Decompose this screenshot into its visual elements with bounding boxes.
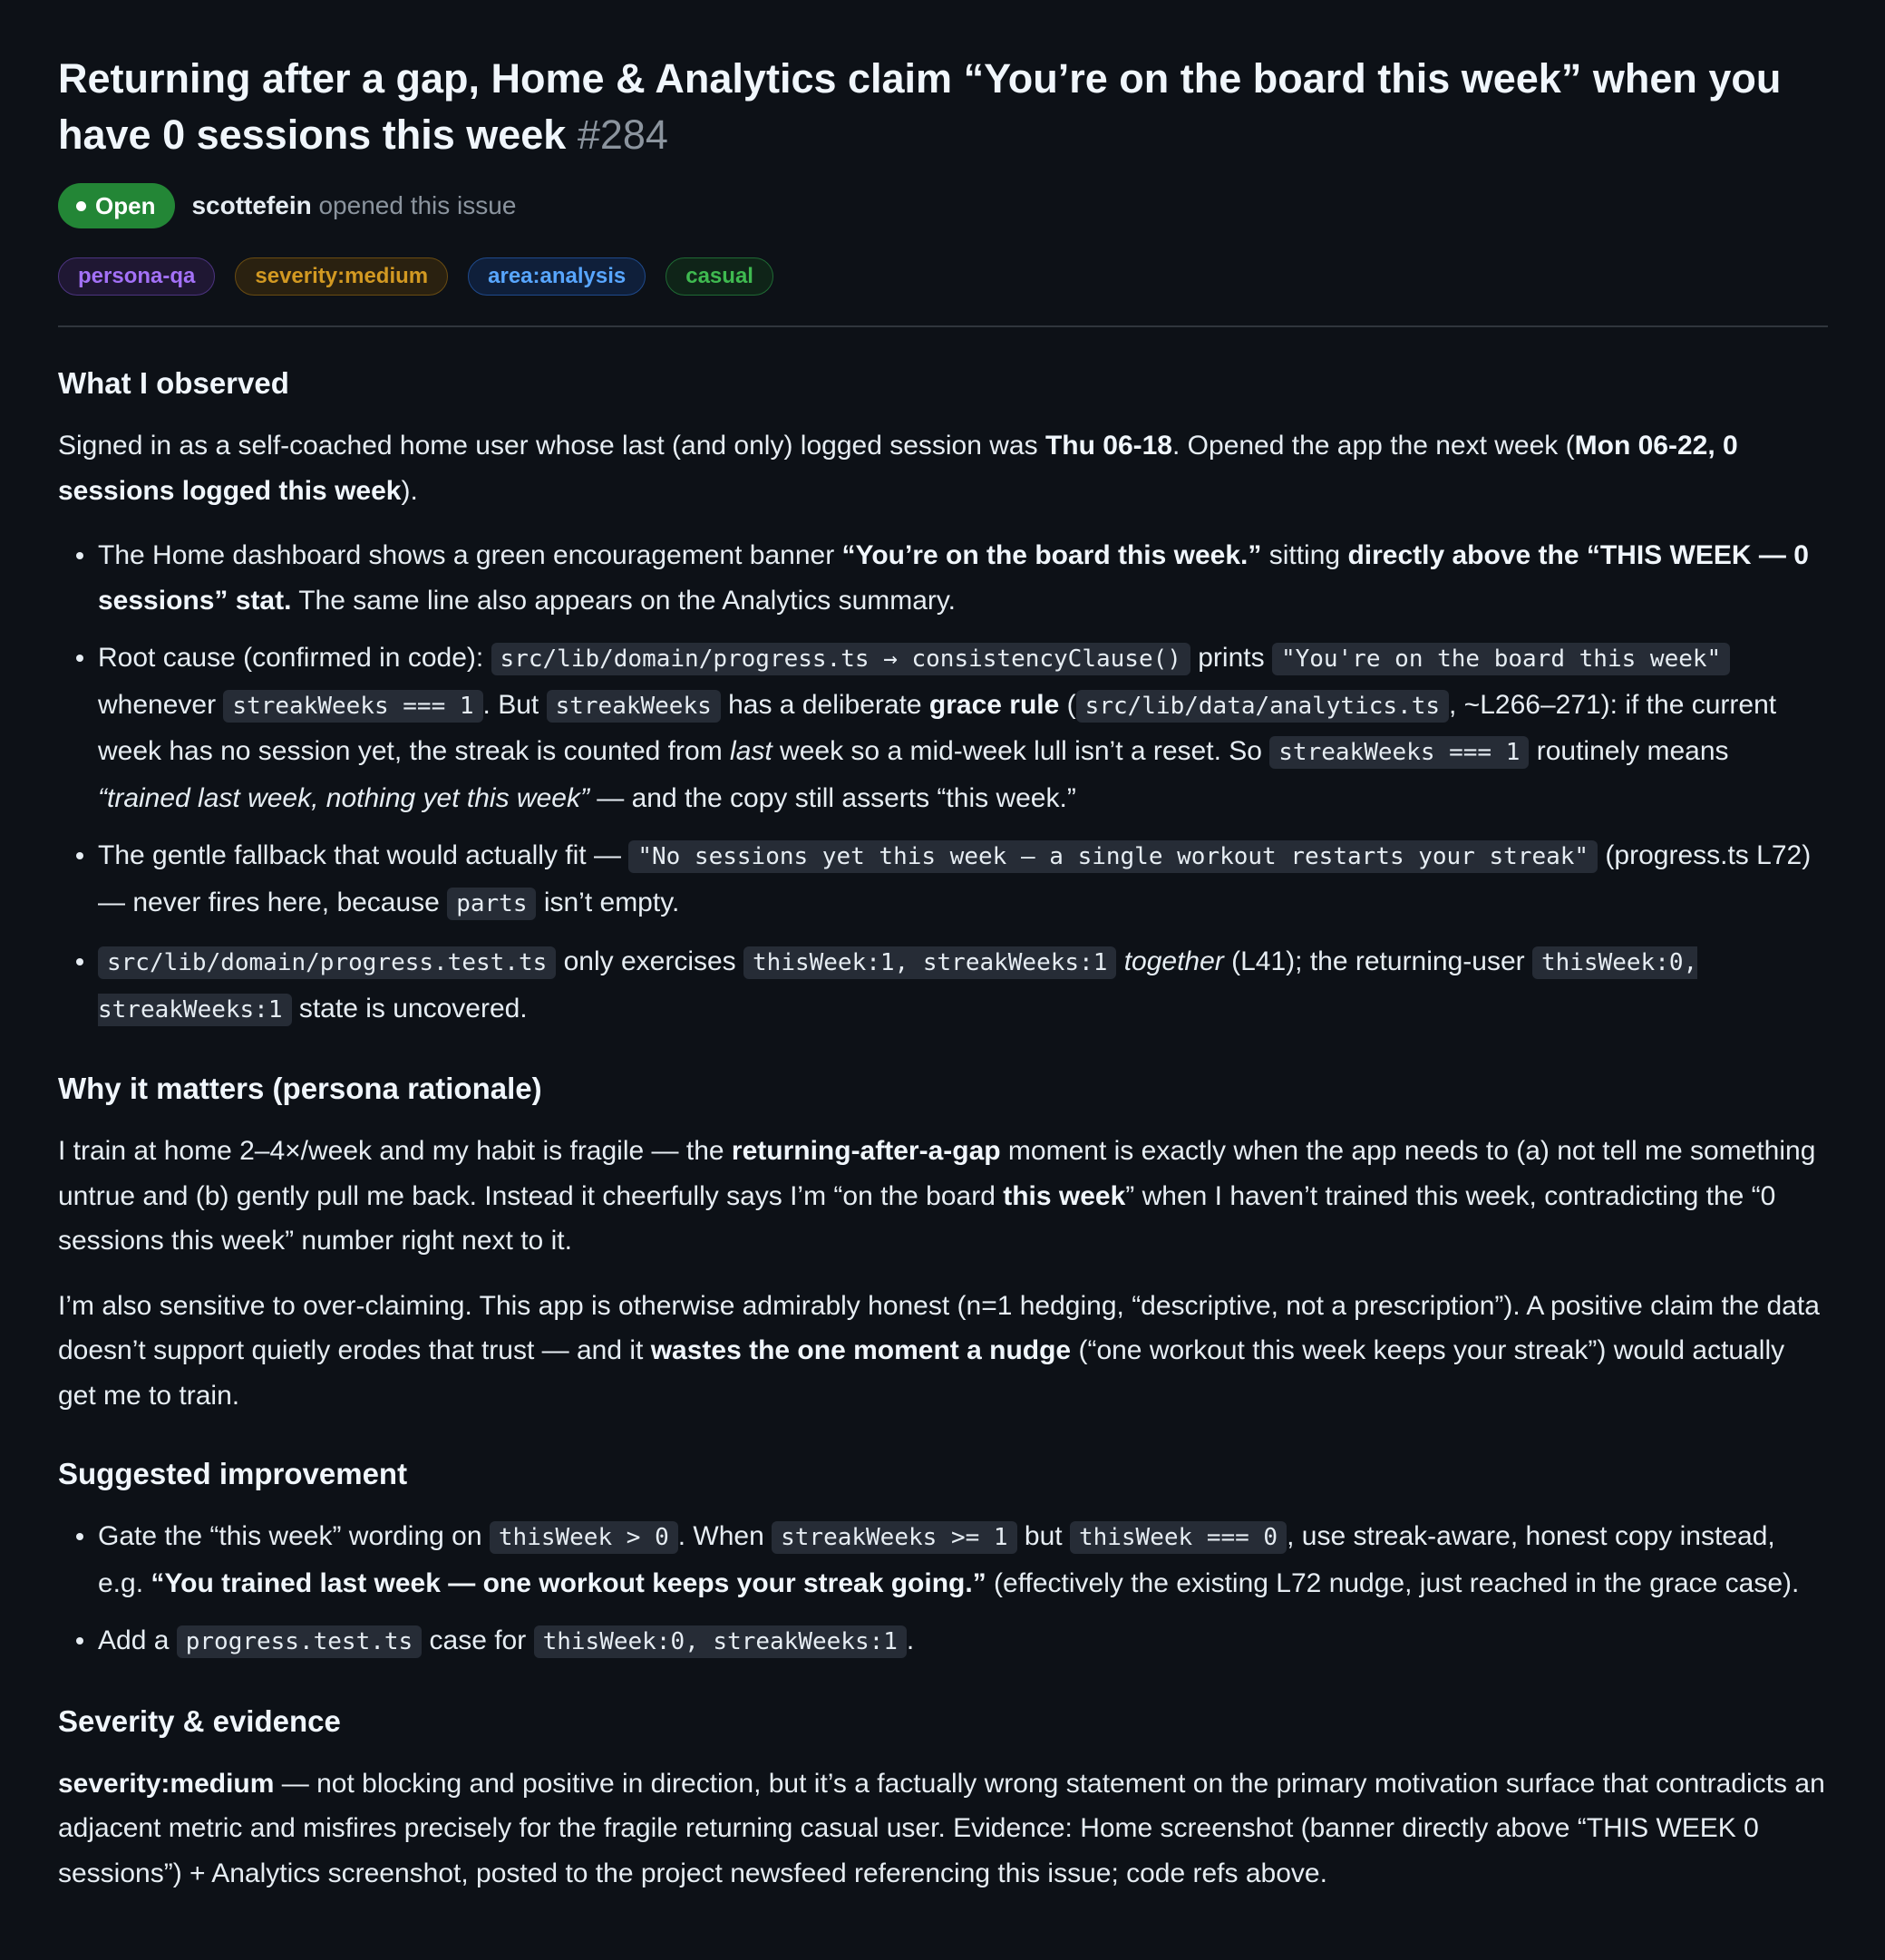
label-casual[interactable]: casual — [666, 257, 773, 296]
author-link[interactable]: scottefein — [191, 191, 312, 219]
issue-body — [58, 364, 1828, 1896]
status-badge — [58, 183, 175, 228]
status-text: Open — [95, 191, 156, 219]
issue-page — [58, 51, 1828, 1896]
open-dot-icon — [76, 201, 86, 211]
label-persona-qa[interactable]: persona-qa — [58, 257, 215, 296]
heading-why: Why it matters (persona rationale) — [58, 1072, 542, 1105]
list-item: Gate the “this week” wording on thisWeek > 0 . When streakWeeks >= 1 but thisWeek === 0 , use streak-aware, honest copy instead, e.g. “You trained last week — one workout keeps your streak going.” (effectively the existing L72 nudge, just reached in the grace case). — [98, 1514, 1828, 1606]
label-area-analysis[interactable]: area:analysis — [468, 257, 646, 296]
suggestion-list — [58, 1514, 1828, 1665]
heading-observed: What I observed — [58, 366, 289, 400]
why-paragraph-1: I train at home 2–4×/week and my habit is fragile — the returning-after-a-gap moment is exactly when the app needs to (a) not tell me something untrue and (b) gently pull me back. Instead it cheerfully says I’m “on the board this week” when I haven’t trained this week, contradicting the “0 sessions this week” number right next to it. — [58, 1136, 1816, 1256]
issue-author-line — [191, 191, 516, 220]
label-list — [58, 257, 1828, 296]
list-item: Add a progress.test.ts case for thisWeek:0, streakWeeks:1 . — [98, 1618, 1828, 1665]
list-item: The Home dashboard shows a green encouragement banner “You’re on the board this week.” sitting directly above the “THIS WEEK — 0 sessions” stat. The same line also appears on the Analytics summary. — [98, 533, 1828, 623]
issue-number: #284 — [577, 112, 668, 158]
heading-severity: Severity & evidence — [58, 1703, 341, 1738]
heading-suggested: Suggested improvement — [58, 1457, 408, 1490]
observed-list — [58, 533, 1828, 1033]
issue-title-text: Returning after a gap, Home & Analytics claim “You’re on the board this week” when you have 0 sessions this week — [58, 55, 1782, 158]
severity-paragraph: severity:medium — not blocking and positive in direction, but it’s a factually wrong statement on the primary motivation surface that contradicts an adjacent metric and misfires precisely for the fragile returning casual user. Evidence: Home screenshot (banner directly above “THIS WEEK 0 sessions”) + Analytics screenshot, posted to the project newsfeed referencing this issue; code refs above. — [58, 1768, 1825, 1888]
label-severity-medium[interactable]: severity:medium — [235, 257, 448, 296]
list-item: src/lib/domain/progress.test.ts only exercises thisWeek:1, streakWeeks:1 together (L41); the returning-user thisWeek:0, streakWeeks:1 state is uncovered. — [98, 939, 1828, 1033]
why-paragraph-2: I’m also sensitive to over-claiming. This app is otherwise admirably honest (n=1 hedging, “descriptive, not a prescription”). A positive claim the data doesn’t support quietly erodes that trust — and it wastes the one moment a nudge (“one workout this week keeps your streak”) would actually get me to train. — [58, 1290, 1820, 1411]
issue-title — [58, 51, 1828, 163]
opened-text: opened this issue — [318, 191, 517, 219]
observed-paragraph: Signed in as a self-coached home user whose last (and only) logged session was Thu 06-18. Opened the app the next week (Mon 06-22, 0 sessions logged this week). — [58, 431, 1738, 506]
list-item: Root cause (confirmed in code): src/lib/domain/progress.ts → consistencyClause() prints "You're on the board this week" whenever streakWeeks === 1 . But streakWeeks has a deliberate grace rule ( src/lib/data/analytics.ts , ~L266–271): if the current week has no session yet, the streak is counted from last week so a mid-week lull isn’t a reset. So streakWeeks === 1 routinely means “trained last week, nothing yet this week” — and the copy still asserts “this week.” — [98, 636, 1828, 820]
divider — [58, 325, 1828, 327]
list-item: The gentle fallback that would actually fit — "No sessions yet this week — a single workout restarts your streak" (progress.ts L72) — never fires here, because parts isn’t empty. — [98, 833, 1828, 927]
issue-meta — [58, 183, 1828, 228]
